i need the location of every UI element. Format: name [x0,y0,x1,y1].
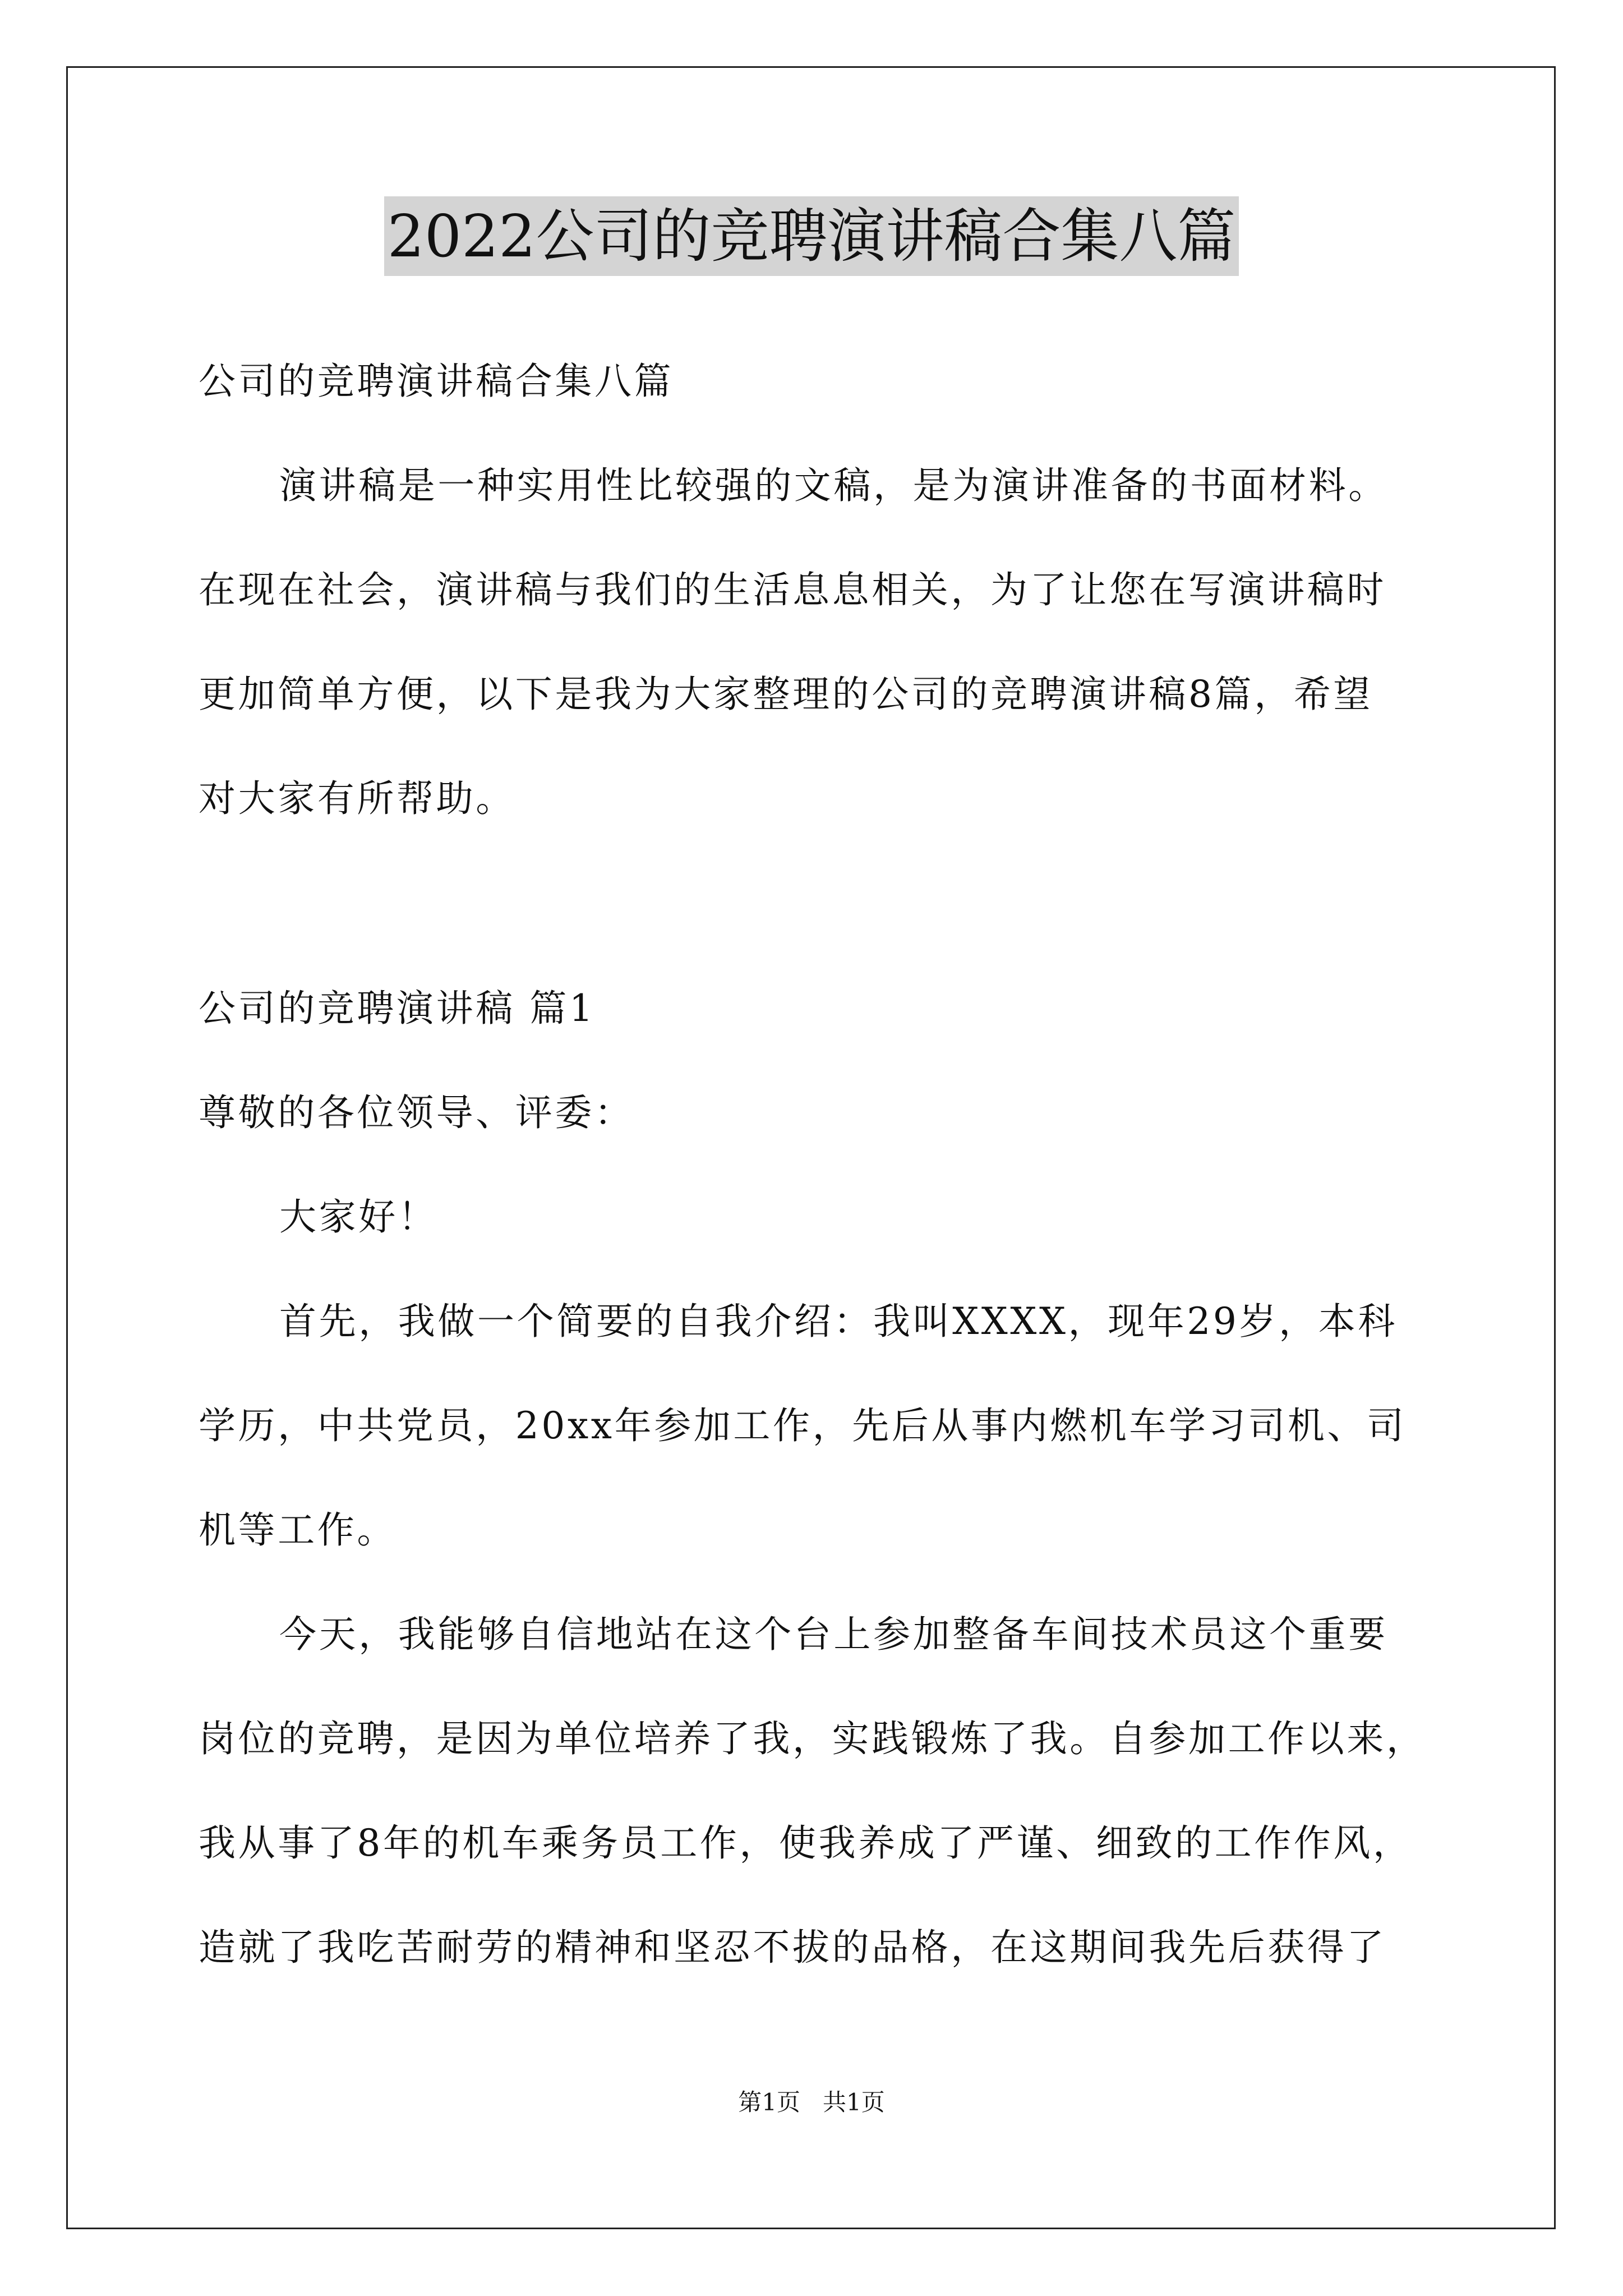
title-container [0,196,1623,276]
body-line-2: 学历，中共党员，20xx年参加工作，先后从事内燃机车学习司机、司 [199,1404,1407,1447]
body-line-7: 造就了我吃苦耐劳的精神和坚忍不拔的品格，在这期间我先后获得了 [199,1926,1386,1969]
greeting-line: 大家好！ [279,1195,438,1239]
document-title: 2022公司的竞聘演讲稿合集八篇 [384,196,1239,276]
intro-line-4: 对大家有所帮助。 [199,777,515,820]
subtitle-line: 公司的竞聘演讲稿合集八篇 [199,360,674,403]
page-number: 第1页 共1页 [738,2088,885,2116]
body-line-1: 首先，我做一个简要的自我介绍：我叫XXXX，现年29岁，本科 [279,1300,1398,1343]
body-line-4: 今天，我能够自信地站在这个台上参加整备车间技术员这个重要 [279,1613,1388,1656]
body-line-5: 岗位的竞聘，是因为单位培养了我，实践锻炼了我。自参加工作以来， [199,1717,1426,1760]
intro-line-3: 更加简单方便，以下是我为大家整理的公司的竞聘演讲稿8篇，希望 [199,673,1373,716]
body-line-3: 机等工作。 [199,1508,396,1552]
salutation-line: 尊敬的各位领导、评委： [199,1091,634,1134]
section-heading: 公司的竞聘演讲稿 篇1 [199,987,596,1030]
intro-line-2: 在现在社会，演讲稿与我们的生活息息相关，为了让您在写演讲稿时 [199,568,1386,611]
intro-line-1: 演讲稿是一种实用性比较强的文稿，是为演讲准备的书面材料。 [279,464,1388,507]
body-line-6: 我从事了8年的机车乘务员工作，使我养成了严谨、细致的工作作风， [199,1821,1413,1865]
